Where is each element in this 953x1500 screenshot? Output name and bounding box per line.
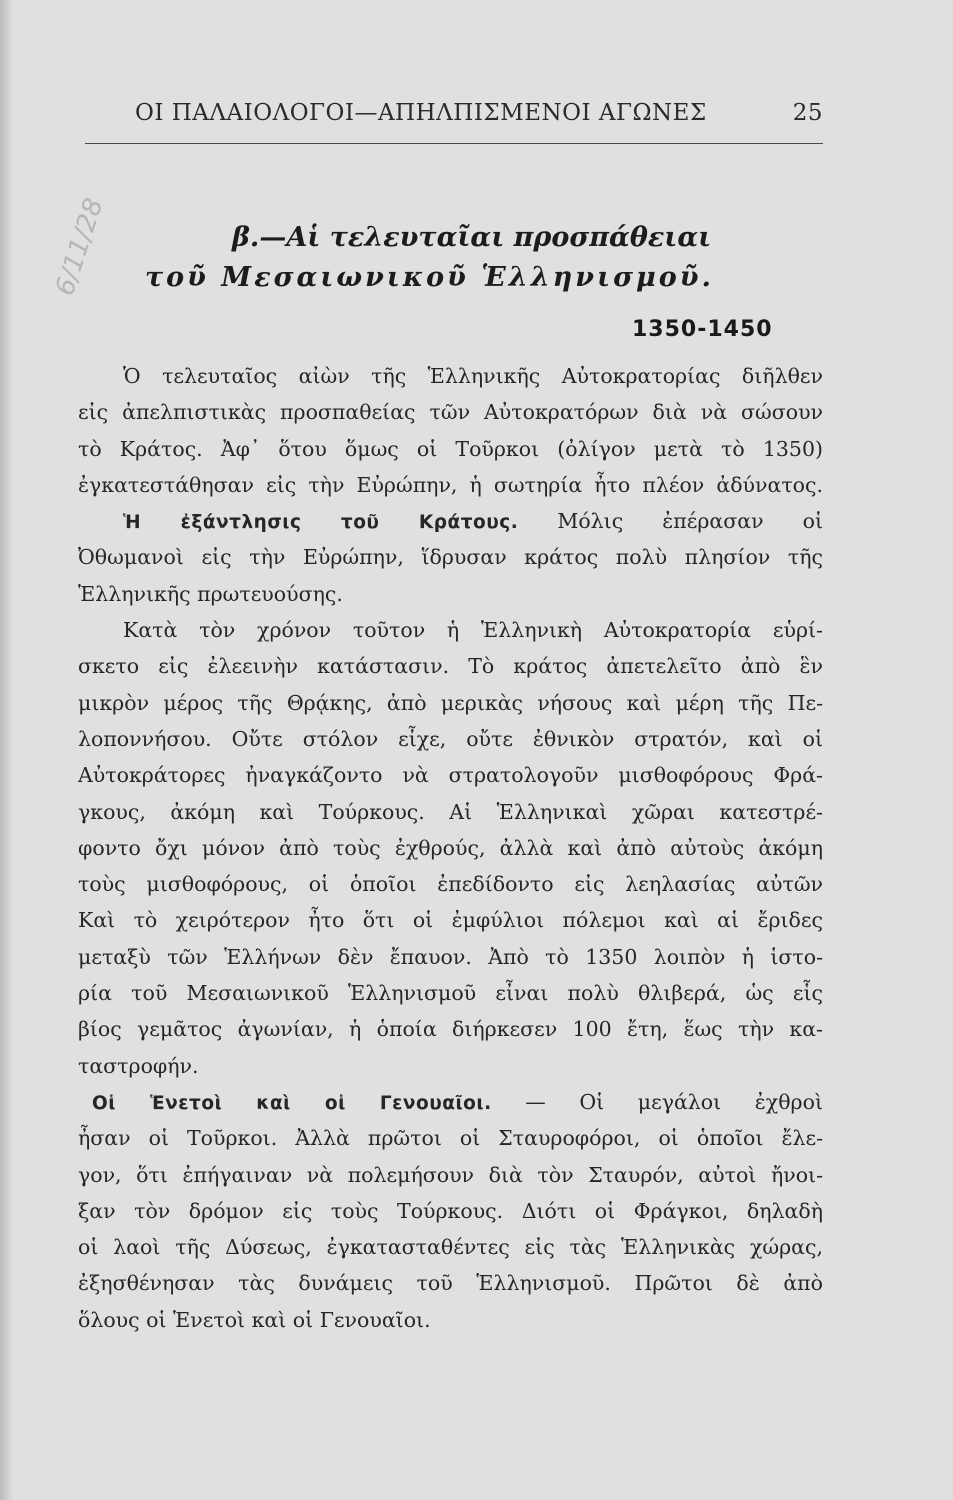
text-line: τὸ Κράτος. Ἀφ᾽ ὅτου ὅμως οἱ Τοῦρκοι (ὀλίγον μετὰ τὸ 1350) [78, 436, 823, 461]
section-years: 1350-1450 [632, 317, 773, 342]
text-line: ἐγκατεστάθησαν εἰς τὴν Εὐρώπην, ἡ σωτηρία ἦτο πλέον ἀδύνατος. [78, 472, 823, 497]
text-line: εἰς ἀπελπιστικὰς προσπαθείας τῶν Αὐτοκρατόρων διὰ νὰ σώσουν [78, 400, 823, 425]
text-line: ταστροφήν. [78, 1053, 199, 1078]
section-title-line-1: β.—Αἱ τελευταῖαι προσπάθειαι [232, 222, 712, 253]
text-line: Ὀθωμανοὶ εἰς τὴν Εὐρώπην, ἵδρυσαν κράτος πολὺ πλησίον τῆς [78, 545, 823, 570]
running-title: ΟΙ ΠΑΛΑΙΟΛΟΓΟΙ—ΑΠΗΛΠΙΣΜΕΝΟΙ ΑΓΩΝΕΣ [135, 100, 707, 126]
text-line: ὅλους οἱ Ἑνετοὶ καὶ οἱ Γενουαῖοι. [78, 1307, 431, 1332]
text-line: ἐξησθένησαν τὰς δυνάμεις τοῦ Ἑλληνισμοῦ. Πρῶτοι δὲ ἀπὸ [78, 1271, 823, 1296]
section-title-line-2: τοῦ Μεσαιωνικοῦ Ἑλληνισμοῦ. [145, 262, 714, 293]
text-line: γκους, ἀκόμη καὶ Τούρκους. Αἱ Ἑλληνικαὶ χῶραι κατεστρέ- [78, 799, 823, 824]
page-number: 25 [792, 100, 823, 126]
page-edge-shadow [0, 0, 14, 1500]
text-line: Καὶ τὸ χειρότερον ἦτο ὅτι οἱ ἐμφύλιοι πόλεμοι καὶ αἱ ἔριδες [78, 908, 823, 933]
text-span: Μόλις ἐπέρασαν οἱ [557, 509, 823, 534]
text-line: φοντο ὄχι μόνον ἀπὸ τοὺς ἐχθρούς, ἀλλὰ καὶ ἀπὸ αὐτοὺς ἀκόμη [78, 835, 823, 860]
running-header [135, 100, 823, 126]
subheading-state-exhaustion: Ἡ ἐξάντλησις τοῦ Κράτους. [123, 512, 519, 534]
text-line: ξαν τὸν δρόμον εἰς τοὺς Τούρκους. Διότι οἱ Φράγκοι, δηλαδὴ [78, 1198, 823, 1223]
text-line: Κατὰ τὸν χρόνον τοῦτον ἡ Ἑλληνικὴ Αὐτοκρατορία εὑρί- [123, 618, 823, 643]
text-line: Ἑλληνικῆς πρωτευούσης. [78, 581, 343, 606]
text-line [78, 1084, 823, 1120]
text-line: Ὁ τελευταῖος αἰὼν τῆς Ἑλληνικῆς Αὐτοκρατορίας διῆλθεν [123, 364, 823, 388]
text-line: σκετο εἰς ἐλεεινὴν κατάστασιν. Τὸ κράτος ἀπετελεῖτο ἀπὸ ἓν [78, 654, 823, 679]
text-line: ρία τοῦ Μεσαιωνικοῦ Ἑλληνισμοῦ εἶναι πολὺ θλιβερά, ὡς εἷς [78, 981, 823, 1006]
text-line: Αὐτοκράτορες ἠναγκάζοντο νὰ στρατολογοῦν μισθοφόρους Φρά- [78, 763, 823, 788]
text-line: τοὺς μισθοφόρους, οἱ ὁποῖοι ἐπεδίδοντο εἰς λεηλασίας αὐτῶν [78, 872, 823, 897]
text-line: λοποννήσου. Οὔτε στόλον εἶχε, οὔτε ἐθνικὸν στρατόν, καὶ οἱ [78, 726, 823, 751]
text-line: γον, ὅτι ἐπήγαιναν νὰ πολεμήσουν διὰ τὸν Σταυρόν, αὐτοὶ ἤνοι- [78, 1162, 823, 1187]
subheading-venetians-genoese: Οἱ Ἑνετοὶ καὶ οἱ Γενουαῖοι. [92, 1092, 492, 1114]
text-line: οἱ λαοὶ τῆς Δύσεως, ἐγκατασταθέντες εἰς τὰς Ἑλληνικὰς χώρας, [78, 1235, 823, 1260]
header-rule [85, 143, 823, 144]
handwritten-date-annotation: 6/11/28 [50, 194, 110, 300]
text-line: ἦσαν οἱ Τοῦρκοι. Ἀλλὰ πρῶτοι οἱ Σταυροφόροι, οἱ ὁποῖοι ἔλε- [78, 1126, 823, 1151]
text-line: βίος γεμᾶτος ἀγωνίαν, ἡ ὁποία διήρκεσεν 100 ἔτη, ἕως τὴν κα- [78, 1017, 823, 1042]
text-span: — Οἱ μεγάλοι ἐχθροὶ [525, 1089, 823, 1114]
text-line: μεταξὺ τῶν Ἑλλήνων δὲν ἔπαυον. Ἀπὸ τὸ 1350 λοιπὸν ἡ ἱστο- [78, 944, 823, 969]
text-line [78, 503, 823, 539]
body-text [78, 358, 823, 1338]
text-line: μικρὸν μέρος τῆς Θρᾴκης, ἀπὸ μερικὰς νήσους καὶ μέρη τῆς Πε- [78, 690, 823, 715]
